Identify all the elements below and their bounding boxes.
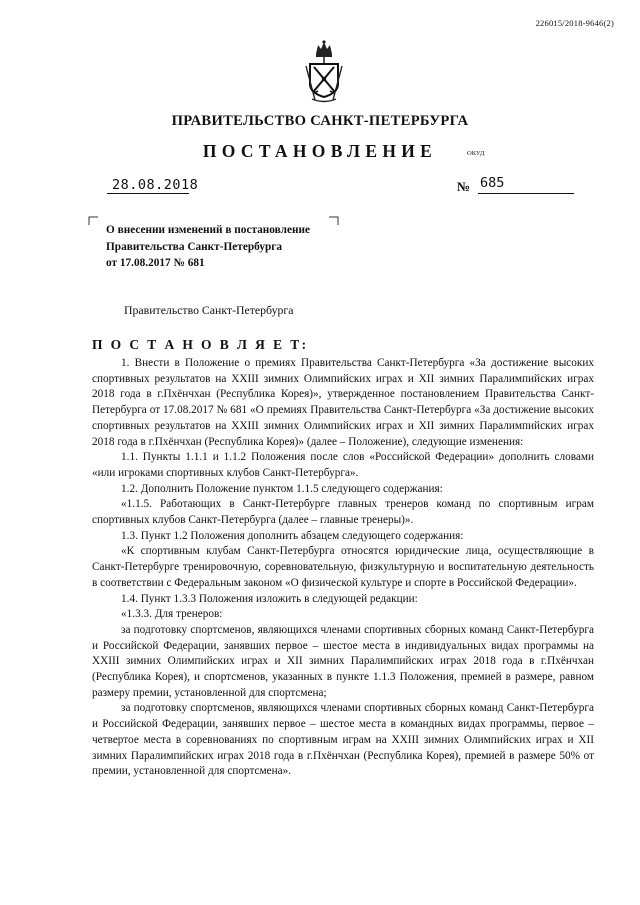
paragraph: 1.4. Пункт 1.3.3 Положения изложить в следующей редакции: [121, 592, 418, 605]
number-underline [478, 193, 574, 194]
document-registration-number: 226015/2018-9646(2) [535, 18, 614, 28]
number-sign: № [457, 179, 471, 194]
paragraph: 1.1. Пункты 1.1.1 и 1.1.2 Положения после слов «Российской Федерации» дополнить словами «или игроками спортивных клубов Санкт-Петербурга». [92, 451, 594, 479]
subject-line: О внесении изменений в постановление [106, 224, 311, 236]
paragraph: 1.2. Дополнить Положение пунктом 1.1.5 следующего содержания: [121, 482, 443, 495]
paragraph: 1.3. Пункт 1.2 Положения дополнить абзацем следующего содержания: [121, 529, 464, 542]
issuing-government: Правительство Санкт-Петербурга [124, 303, 294, 317]
st-petersburg-coat-of-arms-icon [302, 40, 346, 106]
paragraph: «1.3.3. Для тренеров: [121, 608, 223, 621]
okud-label: ОКУД [467, 150, 485, 157]
document-type-title: ПОСТАНОВЛЕНИЕ [202, 141, 438, 161]
decree-subject [106, 222, 356, 272]
resolves-heading: П О С Т А Н О В Л Я Е Т: [92, 337, 309, 352]
decree-number: 685 [480, 175, 505, 191]
paragraph: за подготовку спортсменов, являющихся членами спортивных сборных команд Санкт-Петербурга и Российской Федерации, занявших первое – шестое места в командных видах программы, первое – четвертое места в соревнованиях по спортивным играм на XXIII зимних Олимпийских играх и XII зимних Паралимпийских играх 2018 года в г.Пхёнчхан (Республика Корея), премией в размере 50% от премии, установленной для спортсмена». [92, 702, 594, 778]
paragraph: «1.1.5. Работающих в Санкт-Петербурге главных тренеров команд по спортивным играм спортивных клубов Санкт-Петербурга (далее – главные тренеры)». [92, 498, 594, 527]
decree-date: 28.08.2018 [112, 177, 199, 193]
paragraph: 1. Внести в Положение о премиях Правительства Санкт-Петербурга «За достижение высоких спортивных результатов на XXIII зимних Олимпийских играх и XII зимних Паралимпийских играх 2018 года в г.Пхёнчхан (Республика Корея)», утвержденное постановлением Правительства Санкт-Петербурга от 17.08.2017 № 681 «О премиях Правительства Санкт-Петербурга «За достижение высоких спортивных результатов на XXIII зимних Олимпийских играх и XII зимних Паралимпийских играх 2018 года в г.Пхёнчхан (Республика Корея)» (далее – Положение), следующие изменения: [92, 357, 594, 448]
decree-body [92, 356, 594, 780]
paragraph: «К спортивным клубам Санкт-Петербурга относятся юридические лица, осуществляющие в Санкт-Петербурге тренировочную, соревновательную, физкультурную и воспитательную деятельность в соответствии с Федеральным законом «О физической культуре и спорте в Российской Федерации». [92, 545, 594, 589]
subject-line: Правительства Санкт-Петербурга [106, 240, 283, 253]
date-underline [107, 193, 189, 194]
subject-line: от 17.08.2017 № 681 [106, 257, 205, 269]
paragraph: за подготовку спортсменов, являющихся членами спортивных сборных команд Санкт-Петербурга и Российской Федерации, занявших первое – шестое места в индивидуальных видах программы на XXIII зимних Олимпийских играх и XII зимних Паралимпийских играх 2018 года в г.Пхёнчхан (Республика Корея), и спортсменов, указанных в пункте 1.1.3 Положения, премией в размере, равном размеру премии, установленной для спортсмена; [92, 623, 594, 699]
left-corner-bracket-icon [88, 216, 100, 226]
government-title: ПРАВИТЕЛЬСТВО САНКТ-ПЕТЕРБУРГА [171, 113, 469, 129]
